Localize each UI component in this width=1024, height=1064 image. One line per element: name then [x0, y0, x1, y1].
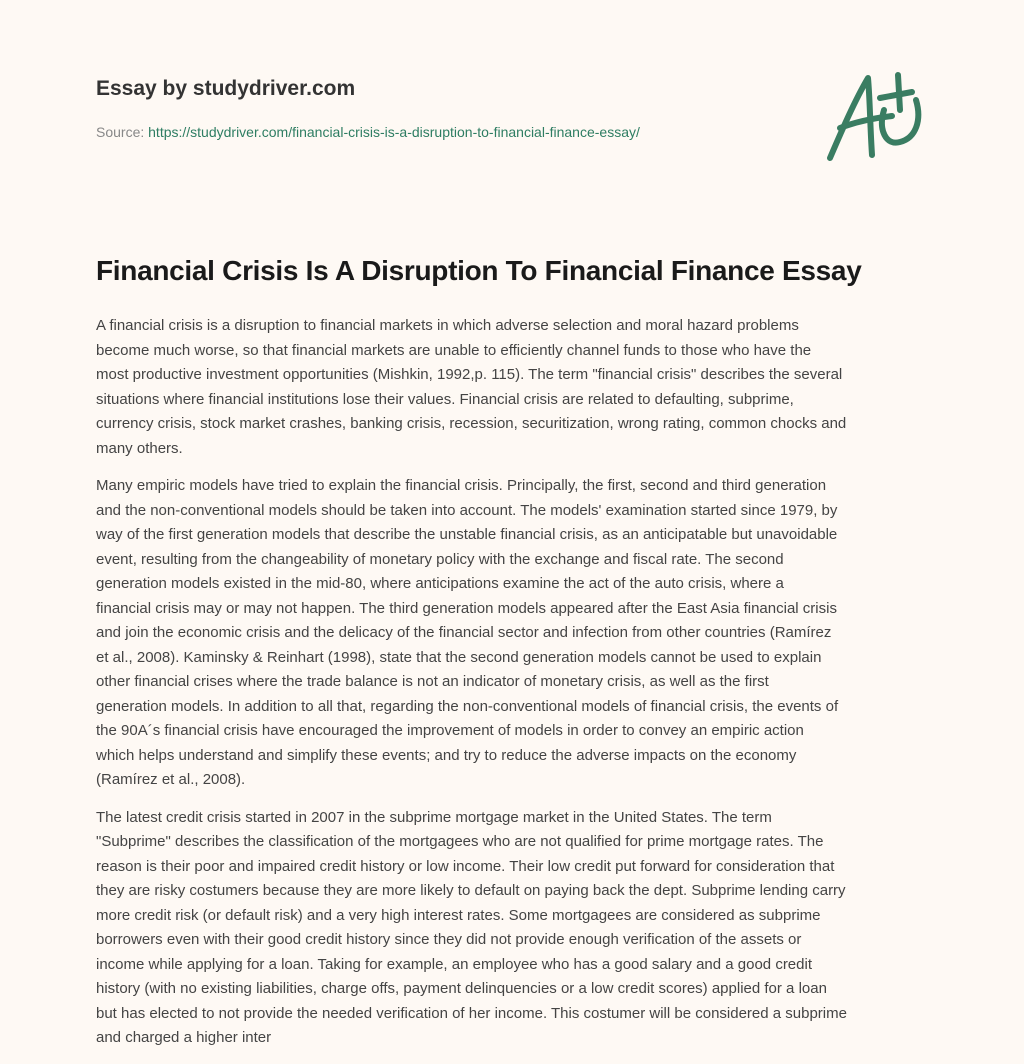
- text-line: history (with no existing liabilities, charge offs, payment delinquencies or a low credit scores) applied for a loan: [96, 980, 827, 997]
- text-line: borrowers even with their good credit history since they did not provide enough verification of the assets or: [96, 931, 802, 948]
- text-line: other financial crises where the trade balance is not an indicator of monetary crisis, as well as the first: [96, 673, 769, 690]
- text-line: financial crisis may or may not happen. The third generation models appeared after the East Asia financial crisis: [96, 599, 837, 617]
- text-line: way of the first generation models that describe the unstable financial crisis, as an anticipatable but unavoidable: [96, 526, 838, 543]
- text-line: income while applying for a loan. Taking for example, an employee who has a good salary and a good credit: [96, 955, 812, 973]
- text-line: generation models existed in the mid-80, where anticipations examine the act of the auto crisis, where a: [96, 575, 784, 592]
- text-line: situations where financial institutions lose their values. Financial crisis are related to defaulting, subprime,: [96, 390, 794, 408]
- source-label: Source:: [96, 124, 145, 140]
- text-line: become much worse, so that financial markets are unable to efficiently channel funds to those who have the: [96, 341, 812, 359]
- text-line: many others.: [96, 439, 183, 457]
- source-link[interactable]: https://studydriver.com/financial-crisis-is-a-disruption-to-financial-finance-essay/: [148, 124, 640, 140]
- essay-body: [96, 314, 936, 1064]
- text-line: the 90A´s financial crisis have encouraged the improvement of models in order to convey an empiric action: [96, 722, 804, 739]
- source-line: [96, 124, 640, 140]
- text-line: they are risky costumers because they are more likely to default on paying back the dept. Subprime lending carry: [96, 882, 846, 899]
- text-line: which helps understand and simplify these events; and try to reduce the adverse impacts on the economy: [96, 746, 797, 764]
- paragraph-1: [96, 314, 936, 461]
- text-line: Many empiric models have tried to explain the financial crisis. Principally, the first, second and third generation: [96, 477, 827, 494]
- text-line: but has elected to not provide the needed verification of her income. This costumer will be considered a subprime: [96, 1004, 847, 1022]
- site-brand: Essay by studydriver.com: [96, 77, 356, 100]
- text-line: A financial crisis is a disruption to financial markets in which adverse selection and moral hazard problems: [96, 317, 799, 334]
- text-line: more credit risk (or default risk) and a very high interest rates. Some mortgagees are considered as subprime: [96, 906, 821, 924]
- text-line: generation models. In addition to all that, regarding the non-conventional models of financial crisis, the events of: [96, 697, 839, 715]
- text-line: "Subprime" describes the classification of the mortgagees who are not qualified for prime mortgage rates. The: [96, 833, 824, 850]
- text-line: The latest credit crisis started in 2007 in the subprime mortgage market in the United States. The term: [96, 808, 772, 826]
- text-line: (Ramírez et al., 2008).: [96, 771, 246, 788]
- text-line: most productive investment opportunities (Mishkin, 1992,p. 115). The term "financial crisis" describes the several: [96, 366, 843, 383]
- a-plus-logo-icon: [820, 70, 930, 165]
- text-line: and charged a higher inter: [96, 1029, 272, 1046]
- text-line: et al., 2008). Kaminsky & Reinhart (1998), state that the second generation models cannot be used to explain: [96, 648, 822, 666]
- text-line: and join the economic crisis and the delicacy of the financial sector and infection from other countries (Ramírez: [96, 624, 832, 641]
- text-line: currency crisis, stock market crashes, banking crisis, recession, securitization, wrong rating, common chocks and: [96, 415, 847, 432]
- paragraph-3: [96, 806, 936, 1051]
- text-line: reason is their poor and impaired credit history or low income. Their low credit put forward for consideration that: [96, 857, 835, 875]
- paragraph-2: [96, 474, 936, 793]
- text-line: event, resulting from the changeability of monetary policy with the exchange and fiscal rate. The second: [96, 550, 784, 568]
- page-title: Financial Crisis Is A Disruption To Financial Finance Essay: [96, 255, 862, 286]
- text-line: and the non-conventional models should be taken into account. The models' examination started since 1979, by: [96, 501, 838, 519]
